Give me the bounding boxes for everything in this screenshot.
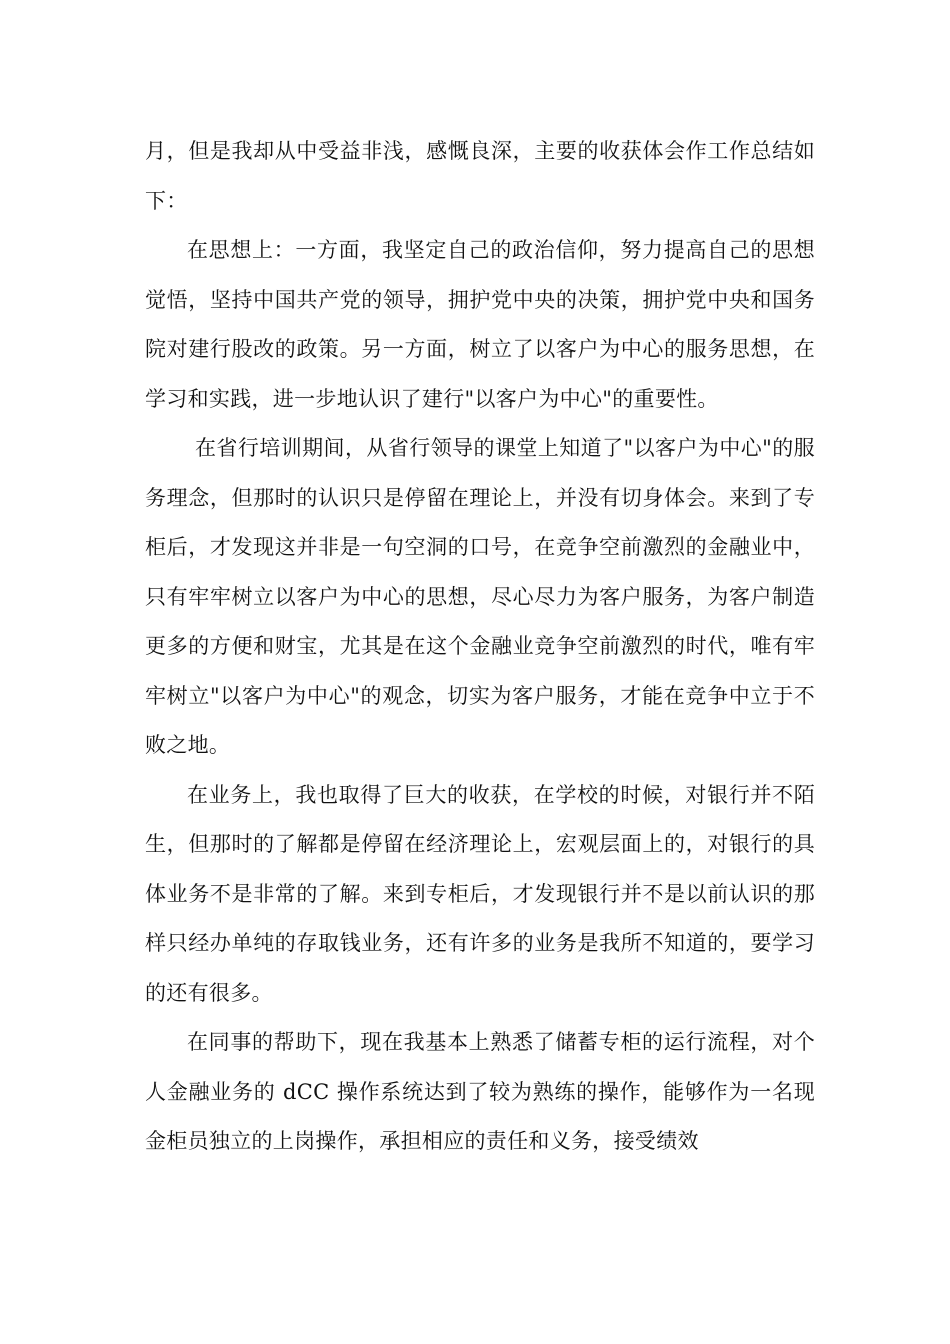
paragraph-training: 在省行培训期间，从省行领导的课堂上知道了"以客户为中心"的服务理念，但那时的认识只是停留在理论上，并没有切身体会。来到了专柜后，才发现这并非是一句空洞的口号，在竞争空前激烈的金融业中，只有牢牢树立以客户为中心的思想，尽心尽力为客户服务，为客户制造更多的方便和财宝，尤其是在这个金融业竞争空前激烈的时代，唯有牢牢树立"以客户为中心"的观念，切实为客户服务，才能在竞争中立于不败之地。 bbox=[145, 436, 815, 757]
paragraph-colleagues: 在同事的帮助下，现在我基本上熟悉了储蓄专柜的运行流程，对个人金融业务的 dCC 操作系统达到了较为熟练的操作，能够作为一名现金柜员独立的上岗操作，承担相应的责任和义务，接受绩效 bbox=[145, 1030, 815, 1153]
paragraph-business: 在业务上，我也取得了巨大的收获，在学校的时候，对银行并不陌生，但那时的了解都是停留在经济理论上，宏观层面上的，对银行的具体业务不是非常的了解。来到专柜后，才发现银行并不是以前认识的那样只经办单纯的存取钱业务，还有许多的业务是我所不知道的，要学习的还有很多。 bbox=[145, 782, 815, 1005]
paragraph-ideology: 在思想上：一方面，我坚定自己的政治信仰，努力提高自己的思想觉悟，坚持中国共产党的领导，拥护党中央的决策，拥护党中央和国务院对建行股改的政策。另一方面，树立了以客户为中心的服务思想，在学习和实践，进一步地认识了建行"以客户为中心"的重要性。 bbox=[145, 238, 815, 411]
document-body bbox=[145, 127, 815, 1167]
paragraph-continuation: 月，但是我却从中受益非浅，感慨良深，主要的收获体会作工作总结如下： bbox=[145, 139, 815, 213]
